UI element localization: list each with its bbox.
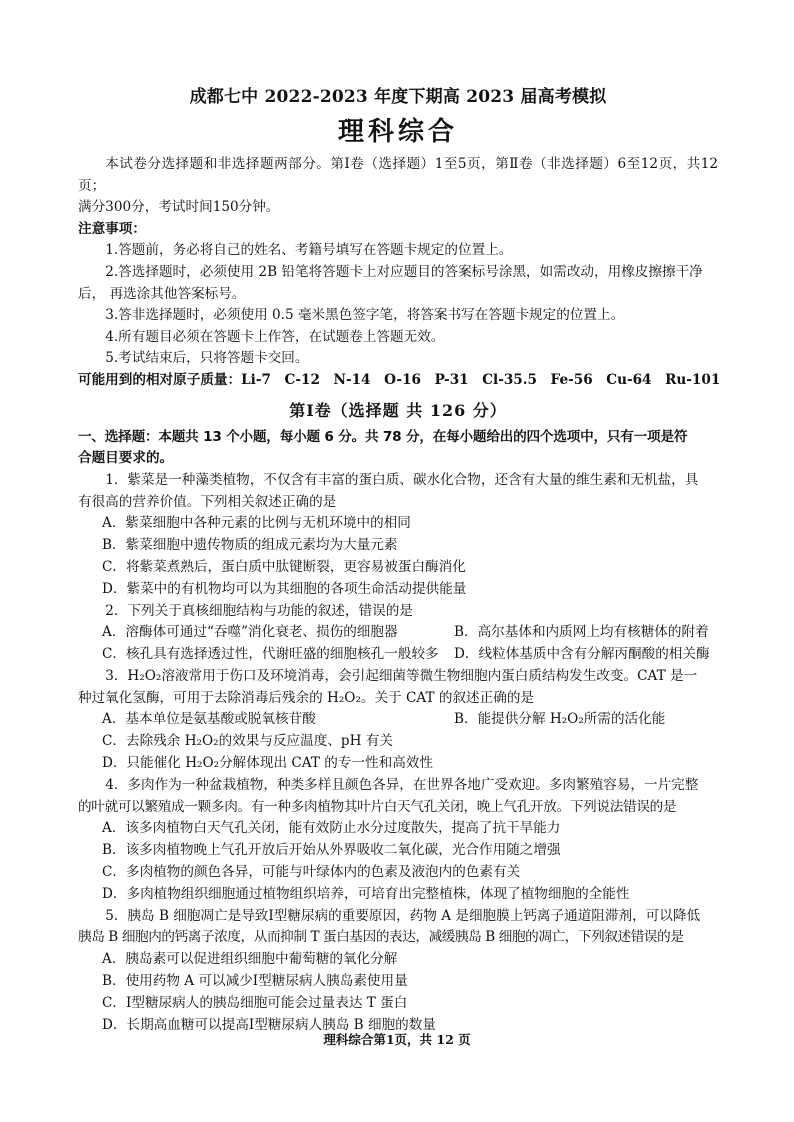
option-b: B．使用药物 A 可以减少Ⅰ型糖尿病人胰岛素使用量 xyxy=(102,973,408,990)
question-stem: 的叶就可以繁殖成一颗多肉。有一种多肉植物其叶片白天气孔关闭，晚上气孔开放。下列说法错误的是 xyxy=(78,798,677,815)
option-d: D．只能催化 H₂O₂分解体现出 CAT 的专一性和高效性 xyxy=(102,755,433,772)
notice-item: 后， 再选涂其他答案标号。 xyxy=(78,285,246,302)
question-3 xyxy=(78,666,718,775)
option-c: C．多肉植物的颜色各异，可能与叶绿体内的色素及液泡内的色素有关 xyxy=(102,864,521,881)
option-c: C．将紫菜煮熟后，蛋白质中肽键断裂，更容易被蛋白酶消化 xyxy=(102,558,466,575)
exam-page xyxy=(78,82,721,1036)
intro-line-1: 本试卷分选择题和非选择题两部分。第Ⅰ卷（选择题）1至5页，第Ⅱ卷（非选择题）6至12页，共12页； xyxy=(78,156,718,194)
option-d: D．多肉植物组织细胞通过植物组织培养，可培育出完整植株，体现了植物细胞的全能性 xyxy=(102,885,630,902)
question-1 xyxy=(78,470,718,601)
section-instruction-1: 一、选择题：本题共 13 个小题，每小题 6 分。共 78 分，在每小题给出的四个选项中，只有一项是符 xyxy=(78,428,688,445)
section-instruction-2: 合题目要求的。 xyxy=(78,450,174,467)
option-row xyxy=(78,709,718,731)
option-a: A．基本单位是氨基酸或脱氧核苷酸 xyxy=(102,711,316,728)
option-row xyxy=(78,644,718,666)
intro-line-2: 满分300分，考试时间150分钟。 xyxy=(78,199,280,216)
question-4 xyxy=(78,775,718,906)
question-stem: 2．下列关于真核细胞结构与功能的叙述，错误的是 xyxy=(105,602,413,619)
notice-item: 1.答题前，务必将自己的姓名、考籍号填写在答题卡规定的位置上。 xyxy=(105,242,513,259)
subject-title: 理科综合 xyxy=(337,117,458,147)
option-b: B．该多肉植物晚上气孔开放后开始从外界吸收二氧化碳，光合作用随之增强 xyxy=(102,842,561,859)
section-title: 第Ⅰ卷（选择题 共 126 分） xyxy=(289,400,507,420)
option-d: D．长期高血糖可以提高Ⅰ型糖尿病人胰岛 B 细胞的数量 xyxy=(102,1016,436,1033)
option-d: D．紫菜中的有机物均可以为其细胞的各项生命活动提供能量 xyxy=(102,580,467,597)
option-a: A．胰岛素可以促进组织细胞中葡萄糖的氧化分解 xyxy=(102,951,398,968)
notice-item: 2.答选择题时，必须使用 2B 铅笔将答题卡上对应题目的答案标号涂黑，如需改动，用橡皮擦擦干净 xyxy=(105,263,703,280)
notice-item: 3.答非选择题时，必须使用 0.5 毫米黑色签字笔，将答案书写在答题卡规定的位置上。 xyxy=(105,307,625,324)
notice-item: 5.考试结束后，只将答题卡交回。 xyxy=(105,350,309,367)
option-c: C．Ⅰ型糖尿病人的胰岛细胞可能会过量表达 T 蛋白 xyxy=(102,994,408,1011)
page-footer: 理科综合第1页，共 12 页 xyxy=(323,1032,471,1047)
option-b: B．高尔基体和内质网上均有核糖体的附着 xyxy=(454,624,709,641)
question-stem: 4．多肉作为一种盆栽植物，种类多样且颜色各异，在世界各地广受欢迎。多肉繁殖容易，一片完整 xyxy=(105,776,699,793)
notice-item: 4.所有题目必须在答题卡上作答，在试题卷上答题无效。 xyxy=(105,328,445,345)
question-2 xyxy=(78,601,718,666)
option-c: C．去除残余 H₂O₂的效果与反应温度、pH 有关 xyxy=(102,733,393,750)
question-stem: 5．胰岛 B 细胞凋亡是导致Ⅰ型糖尿病的重要原因，药物 A 是细胞膜上钙离子通道阻滞剂，可以降低 xyxy=(105,907,701,924)
option-row xyxy=(78,622,718,644)
option-a: A．溶酶体可通过“吞噬”消化衰老、损伤的细胞器 xyxy=(102,624,398,641)
option-c: C．核孔具有选择透过性，代谢旺盛的细胞核孔一般较多 xyxy=(102,646,439,663)
question-stem: 1．紫菜是一种藻类植物，不仅含有丰富的蛋白质、碳水化合物，还含有大量的维生素和无机盐，具 xyxy=(105,471,699,488)
exam-title: 成都七中 2022-2023 年度下期高 2023 届高考模拟 xyxy=(189,87,607,107)
option-b: B．能提供分解 H₂O₂所需的活化能 xyxy=(454,711,666,728)
question-stem: 种过氧化氢酶，可用于去除消毒后残余的 H₂O₂。关于 CAT 的叙述正确的是 xyxy=(78,689,535,706)
option-a: A．紫菜细胞中各种元素的比例与无机环境中的相同 xyxy=(102,515,411,532)
question-stem: 胰岛 B 细胞内的钙离子浓度，从而抑制 T 蛋白基因的表达，减缓胰岛 B 细胞的凋亡，下列叙述错误的是 xyxy=(78,929,684,946)
atomic-masses: 可能用到的相对原子质量：Li-7 C-12 N-14 O-16 P-31 Cl-35.5 Fe-56 Cu-64 Ru-101 xyxy=(78,371,721,388)
option-d: D．线粒体基质中含有分解丙酮酸的相关酶 xyxy=(454,646,710,663)
option-b: B．紫菜细胞中遗传物质的组成元素均为大量元素 xyxy=(102,537,398,554)
option-a: A．该多肉植物白天气孔关闭，能有效防止水分过度散失，提高了抗干旱能力 xyxy=(102,820,561,837)
question-5 xyxy=(78,906,718,1037)
question-stem: 3．H₂O₂溶液常用于伤口及环境消毒，会引起细菌等微生物细胞内蛋白质结构发生改变。CAT 是一 xyxy=(105,667,698,684)
question-stem: 有很高的营养价值。下列相关叙述正确的是 xyxy=(78,493,337,510)
notice-heading: 注意事项： xyxy=(78,220,146,237)
